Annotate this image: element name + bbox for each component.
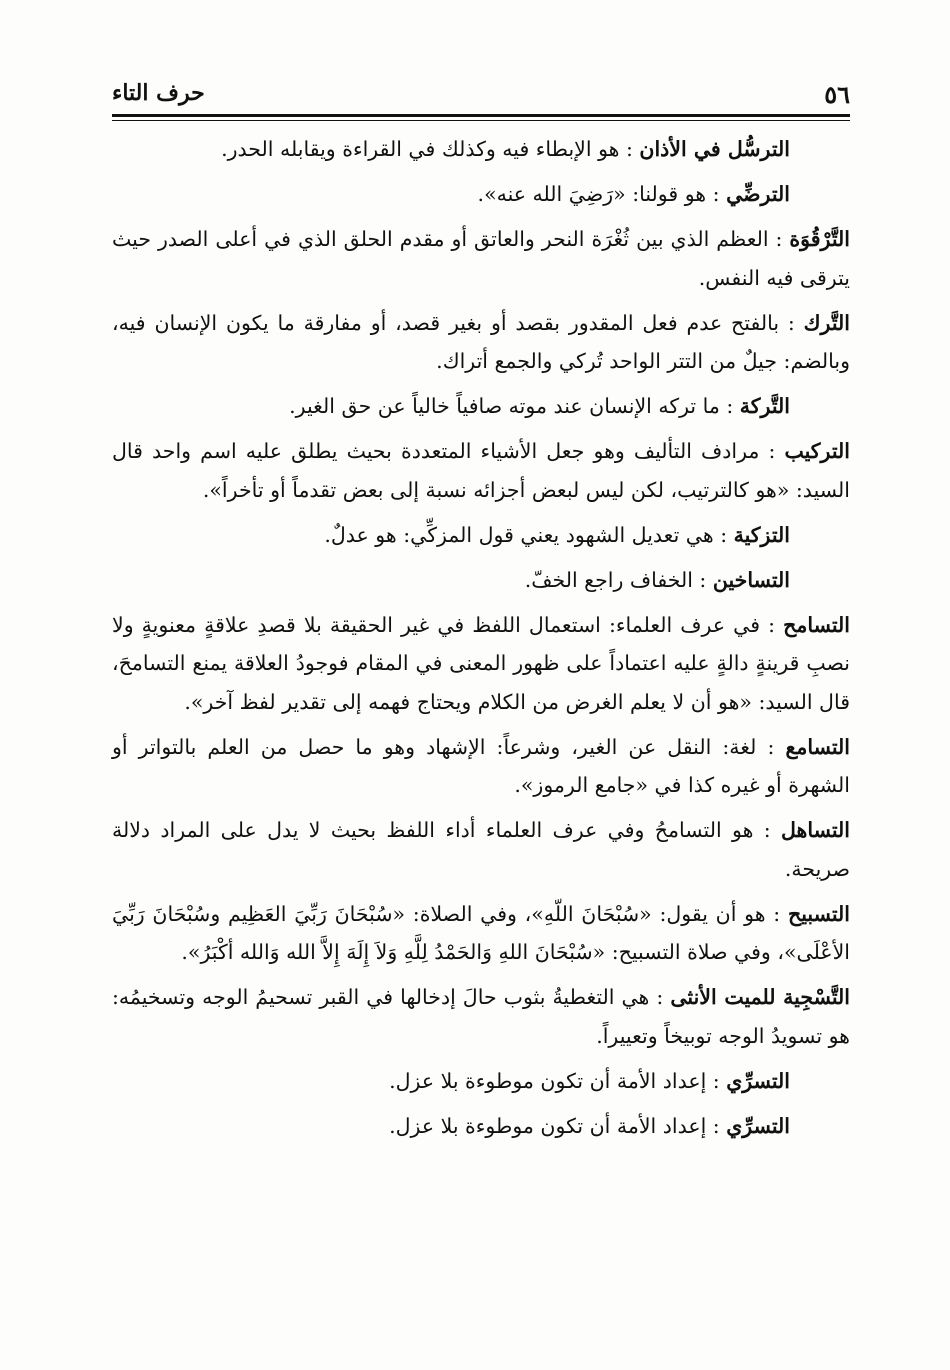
entry-term: التركيب — [784, 439, 850, 463]
dictionary-entry — [112, 606, 850, 722]
entry-term: التَّرْقُوَة — [789, 227, 850, 251]
entry-definition: : هي تعديل الشهود يعني قول المزكِّي: هو عدلٌ. — [324, 522, 734, 547]
entry-definition: : هي التغطيةُ بثوب حالَ إدخالها في القبر تسحيمُ الوجه وتسخيمُه: هو تسويدُ الوجه توبيخاً وتعييراً. — [112, 985, 850, 1048]
entry-term: التسامع — [785, 734, 850, 759]
entry-definition: : لغة: النقل عن الغير، وشرعاً: الإشهاد وهو ما حصل من العلم بالتواتر أو الشهرة أو غيره كذا في «جامع الرموز». — [112, 734, 850, 797]
header-rule-thin — [112, 120, 850, 121]
entry-definition: : ما تركه الإنسان عند موته صافياً خالياً عن حق الغير. — [289, 394, 740, 418]
entry-term: التزكية — [733, 522, 790, 547]
entry-term: الترسُّل في الأذان — [639, 137, 790, 161]
dictionary-entry — [112, 432, 850, 509]
entry-definition: : بالفتح عدم فعل المقدور بقصد أو بغير قصد، أو مفارقة ما يكون الإنسان فيه، وبالضم: جيلٌ من التتر الواحد تُركي والجمع أتراك. — [112, 310, 850, 373]
dictionary-entry — [112, 130, 850, 169]
entry-definition: : هو قولنا: «رَضِيَ الله عنه». — [477, 182, 727, 206]
dictionary-entry — [112, 811, 850, 888]
dictionary-entry — [112, 978, 850, 1055]
dictionary-entry — [112, 1062, 850, 1101]
dictionary-entry — [112, 1107, 850, 1146]
entry-term: التسامح — [783, 612, 850, 637]
entry-definition: : العظم الذي بين ثُغْرَة النحر والعاتق أو مقدم الحلق الذي في أعلى الصدر حيث يترقى فيه النفس. — [112, 227, 850, 290]
entry-definition: : هو الإبطاء فيه وكذلك في القراءة ويقابله الحدر. — [221, 137, 640, 161]
entry-definition: : إعداد الأمة أن تكون موطوءة بلا عزل. — [389, 1113, 727, 1138]
entry-definition: : مرادف التأليف وهو جعل الأشياء المتعددة بحيث يطلق عليه اسم واحد قال السيد: «هو كالترتيب، لكن ليس لبعض أجزائه نسبة إلى بعض تقدماً أو تأخراً». — [112, 439, 850, 502]
entry-term: التَّسْجِية للميت الأنثى — [670, 985, 850, 1009]
dictionary-entry — [112, 895, 850, 972]
dictionary-entry — [112, 516, 850, 555]
entry-term: التسبيح — [787, 901, 850, 926]
dictionary-entry — [112, 304, 850, 381]
entry-definition: : هو أن يقول: «سُبْحَانَ اللّهِ»، وفي الصلاة: «سُبْحَانَ رَبِّيَ العَظِيم وسُبْحَانَ رَبِّيَ الأعْلَى»، وفي صلاة التسبيح: «سُبْحَانَ اللهِ وَالحَمْدُ لِلَّهِ وَلاَ إِلَهَ إِلاَّ الله وَالله أكْبَرُ». — [112, 901, 850, 964]
entry-definition: : إعداد الأمة أن تكون موطوءة بلا عزل. — [389, 1068, 727, 1093]
entry-term: التسرِّي — [726, 1113, 790, 1138]
entry-definition: : الخفاف راجع الخفّ. — [524, 567, 713, 592]
page-body — [112, 130, 850, 1152]
dictionary-entry — [112, 728, 850, 805]
entry-term: التسرِّي — [726, 1068, 790, 1093]
chapter-title: حرف التاء — [112, 80, 205, 106]
entry-term: التَّرك — [803, 310, 850, 335]
dictionary-entry — [112, 220, 850, 297]
page-header — [112, 72, 850, 112]
dictionary-entry — [112, 561, 850, 600]
dictionary-entry — [112, 387, 850, 426]
entry-term: الترضِّي — [726, 182, 790, 206]
header-rule-thick — [112, 114, 850, 117]
entry-definition: : هو التسامحُ وفي عرف العلماء أداء اللفظ بحيث لا يدل على المراد دلالة صريحة. — [112, 818, 850, 881]
page-number: ٥٦ — [824, 80, 850, 109]
entry-term: التساهل — [781, 818, 850, 842]
entry-definition: : في عرف العلماء: استعمال اللفظ في غير الحقيقة بلا قصدِ علاقةٍ معنويةٍ ولا نصبِ قرينةٍ دالةٍ عليه اعتماداً على ظهور المعنى في المقام فوجودُ العلاقة يمنع التسامحَ، قال السيد: «هو أن لا يعلم الغرض من الكلام ويحتاج فهمه إلى تقدير لفظ آخر». — [112, 612, 850, 714]
entry-term: التساخين — [712, 567, 790, 592]
entry-term: التَّركة — [739, 394, 790, 418]
dictionary-entry — [112, 175, 850, 214]
